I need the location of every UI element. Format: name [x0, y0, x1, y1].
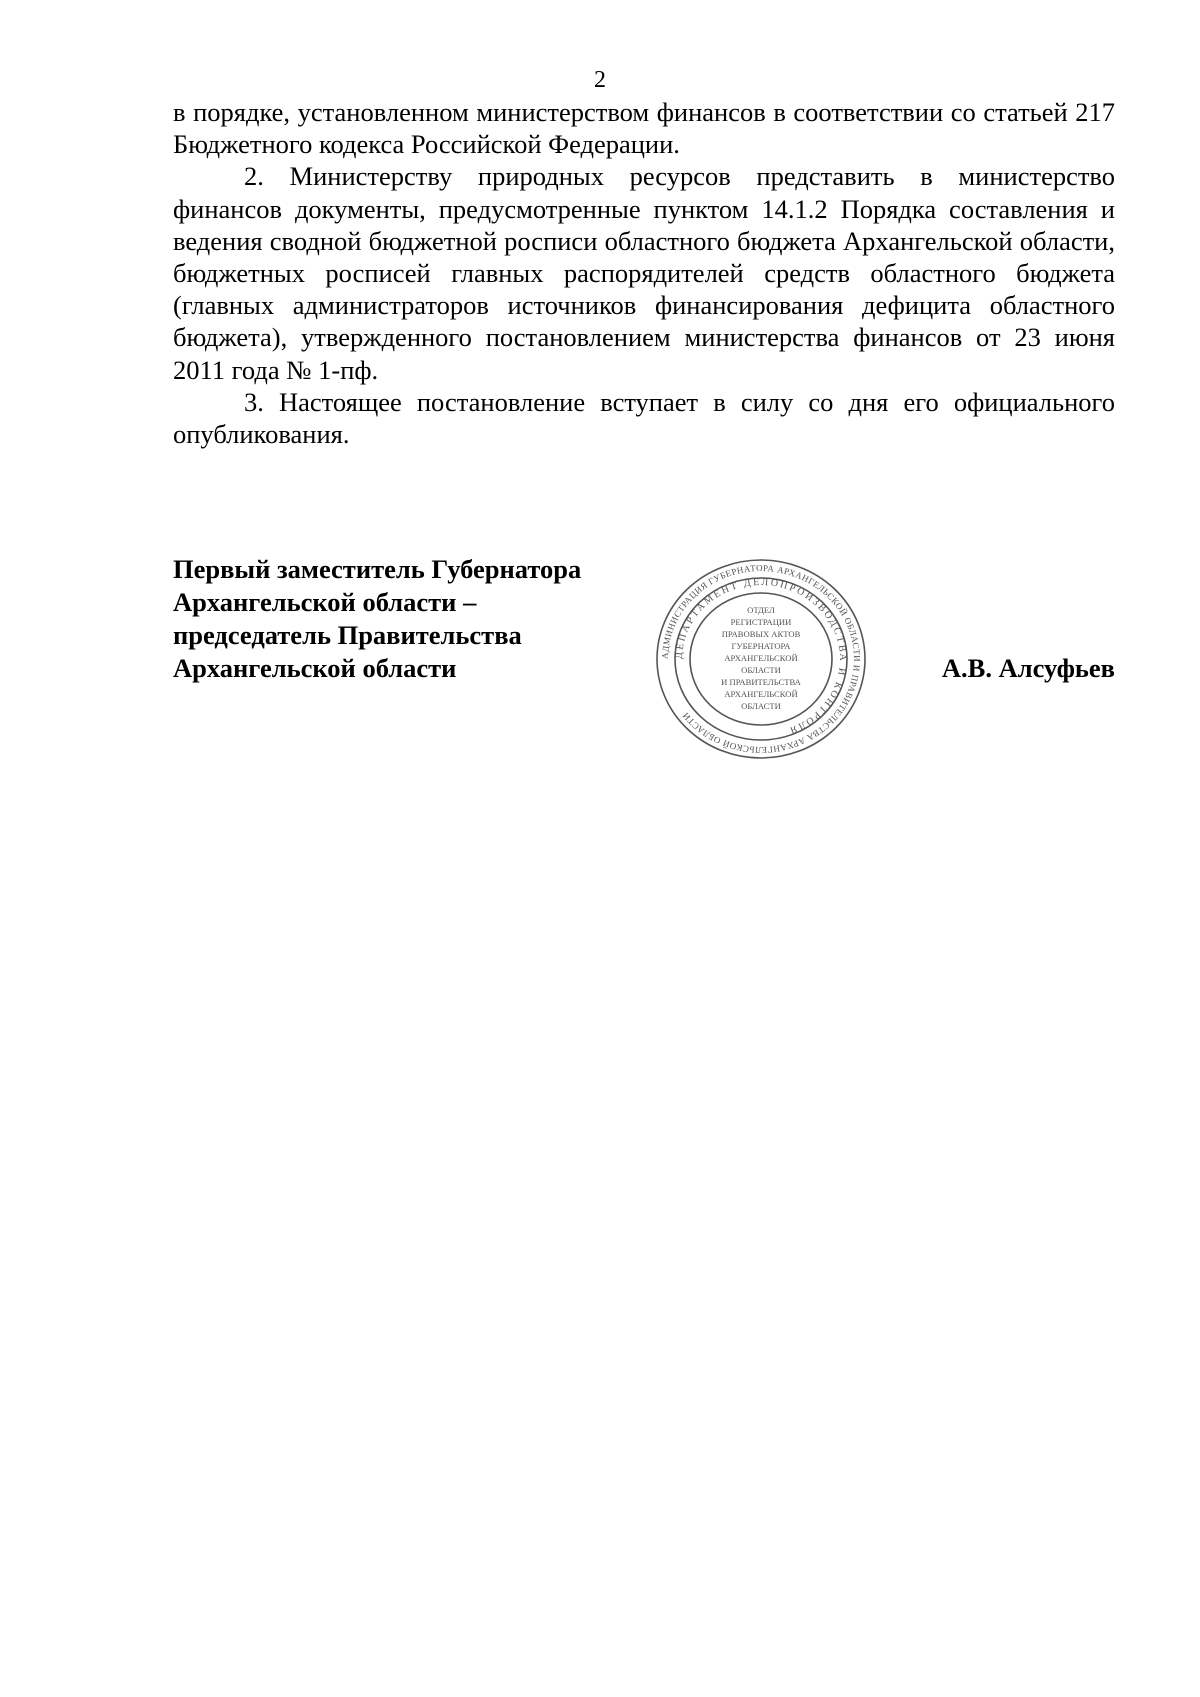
signatory-title [173, 553, 653, 685]
page-number: 2 [594, 67, 606, 93]
signatory-name: А.В. Алсуфьев [941, 653, 1115, 683]
svg-text:АРХАНГЕЛЬСКОЙ: АРХАНГЕЛЬСКОЙ [724, 653, 798, 663]
svg-text:И ПРАВИТЕЛЬСТВА: И ПРАВИТЕЛЬСТВА [721, 677, 801, 687]
seal-outer-text: АДМИНИСТРАЦИЯ ГУБЕРНАТОРА АРХАНГЕЛЬСКОЙ ОБЛАСТИ И ПРАВИТЕЛЬСТВА АРХАНГЕЛЬСКОЙ ОБЛАСТИ [659, 562, 863, 756]
paragraph-3: 3. Настоящее постановление вступает в силу со дня его официального опубликования. [173, 386, 1115, 450]
document-body [173, 96, 1115, 450]
seal-middle-text: ДЕПАРТАМЕНТ ДЕЛОПРОИЗВОДСТВА И КОНТРОЛЯ [673, 576, 849, 737]
svg-text:ПРАВОВЫХ АКТОВ: ПРАВОВЫХ АКТОВ [721, 629, 801, 639]
official-seal [653, 558, 869, 760]
svg-text:АРХАНГЕЛЬСКОЙ: АРХАНГЕЛЬСКОЙ [724, 689, 798, 699]
svg-text:ОТДЕЛ: ОТДЕЛ [747, 605, 775, 615]
svg-text:ГУБЕРНАТОРА: ГУБЕРНАТОРА [731, 641, 791, 651]
svg-text:РЕГИСТРАЦИИ: РЕГИСТРАЦИИ [730, 617, 792, 627]
signatory-title-line: Архангельской области – [173, 587, 477, 617]
seal-inner-text [721, 605, 801, 711]
paragraph-continuation: в порядке, установленном министерством финансов в соответствии со статьей 217 Бюджетного кодекса Российской Федерации. [173, 97, 1115, 160]
signatory-title-line: председатель Правительства [173, 620, 522, 650]
svg-text:ОБЛАСТИ: ОБЛАСТИ [741, 701, 781, 711]
signatory-title-line: Архангельской области [173, 653, 457, 683]
paragraph-2: 2. Министерству природных ресурсов представить в министерство финансов документы, предусмотренные пунктом 14.1.2 Порядка составления и ведения сводной бюджетной росписи областного бюджета Архангельской области, бюджетных росписей главных распорядителей средств областного бюджета (главных администраторов источников финансирования дефицита областного бюджета), утвержденного постановлением министерства финансов от 23 июня 2011 года № 1-пф. [173, 161, 1115, 385]
svg-text:ОБЛАСТИ: ОБЛАСТИ [741, 665, 781, 675]
signatory-title-line: Первый заместитель Губернатора [173, 554, 582, 584]
